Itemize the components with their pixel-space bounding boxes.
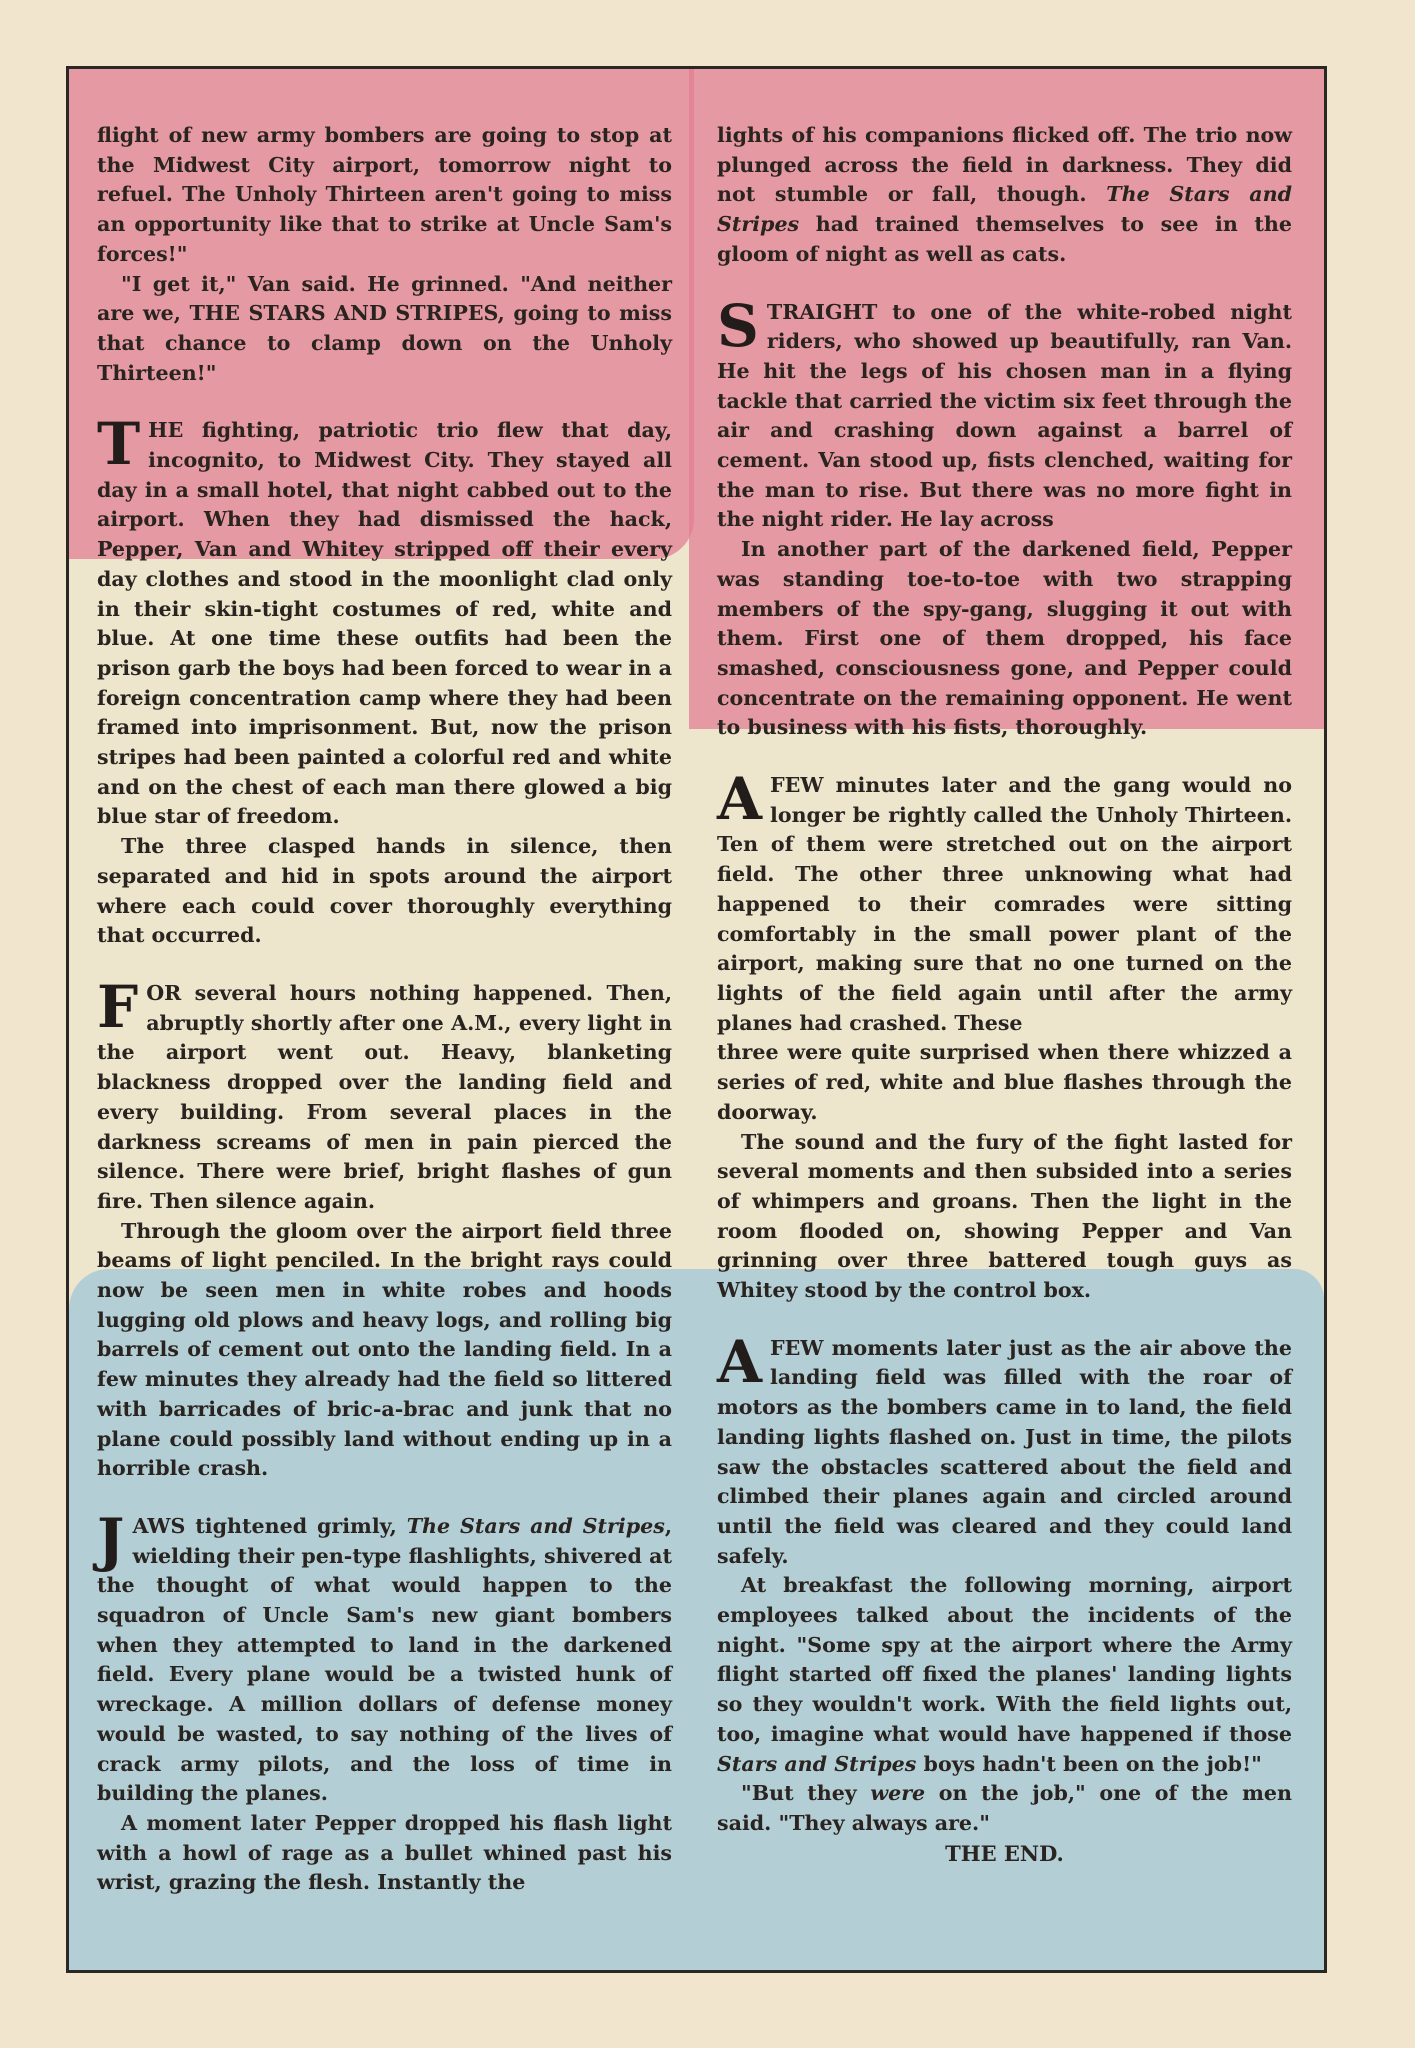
paragraph: The three clasped hands in silence, then separated and hid in spots around the airport where each could cover thoroughly everything that occurred. [97, 834, 672, 948]
paragraph-dropcap: FOR several hours nothing happened. Then, abruptly shortly after one A.M., every light in the airport went out. Heavy, blanketing blackness dropped over the landing field and every building. From several places in the darkness screams of men in pain pierced the silence. There were brief, bright flashes of gun fire. Then silence again. [97, 972, 672, 1213]
drop-cap: F [97, 972, 139, 1041]
drop-cap: A [717, 765, 763, 834]
paragraph-dropcap: THE fighting, patriotic trio flew that day, incognito, to Midwest City. They stayed all day in a small hotel, that night cabbed out to the airport. When they had dismissed the hack, Pepper, Van and Whitey stripped off their every day clothes and stood in the moonlight clad only in their skin-tight costumes of red, white and blue. At one time these outfits had been the prison garb the boys had been forced to wear in a foreign concentration camp where they had been framed into imprisonment. But, now the prison stripes had been painted a colorful red and white and on the chest of each man there glowed a big blue star of freedom. [97, 410, 672, 829]
paragraph: At breakfast the following morning, airport employees talked about the incidents of the night. "Some spy at the airport where the Army flight started off fixed the planes' landing lights so they wouldn't work. With the field lights out, too, imagine what would have happened if those Stars and Stripes boys hadn't been on the job!" [717, 1573, 1292, 1776]
paragraph: lights of his companions flicked off. The trio now plunged across the field in darkness. They did not stumble or fall, though. The Stars and Stripes had trained themselves to see in the gloom of night as well as cats. [717, 123, 1292, 266]
paragraph-dropcap: STRAIGHT to one of the white-robed night riders, who showed up beautifully, ran Van. He hit the legs of his chosen man in a flying tackle that carried the victim six feet through the air and crashing down against a barrel of cement. Van stood up, fists clenched, waiting for the man to rise. But there was no more fight in the night rider. He lay across [717, 291, 1292, 532]
drop-cap: S [717, 291, 759, 360]
paragraph: The sound and the fury of the fight lasted for several moments and then subsided into a series of whimpers and groans. Then the light in the room flooded on, showing Pepper and Van grinning over three battered tough guys as Whitey stood by the control box. [717, 1129, 1292, 1303]
drop-cap: T [97, 410, 141, 479]
drop-cap: J [97, 1505, 125, 1574]
paragraph: "But they were on the job," one of the men said. "They always are." [717, 1781, 1293, 1835]
paragraph: "I get it," Van said. He grinned. "And neither are we, THE STARS AND STRIPES, going to miss that chance to clamp down on the Unholy Thirteen!" [97, 271, 672, 385]
story-page-frame [66, 66, 1327, 1973]
paragraph: Through the gloom over the airport field three beams of light penciled. In the bright rays could now be seen men in white robes and hoods lugging old plows and heavy logs, and rolling big barrels of cement out onto the landing field. In a few minutes they already had the field so littered with barricades of bric-a-brac and junk that no plane could possibly land without ending up in a horrible crash. [97, 1218, 672, 1481]
paragraph: flight of new army bombers are going to stop at the Midwest City airport, tomorrow night to refuel. The Unholy Thirteen aren't going to miss an opportunity like that to strike at Uncle Sam's forces!" [97, 123, 672, 266]
drop-cap: A [717, 1327, 763, 1396]
paragraph-dropcap: A FEW moments later just as the air above the landing field was filled with the roar of motors as the bombers came in to land, the field landing lights flashed on. Just in time, the pilots saw the obstacles scattered about the field and climbed their planes again and circled around until the field was cleared and they could land safely. [717, 1327, 1292, 1568]
paragraph-dropcap: A FEW minutes later and the gang would no longer be rightly called the Unholy Thirteen. Ten of them were stretched out on the airport field. The other three unknowing what had happened to their comrades were sitting comfortably in the small power plant of the airport, making sure that no one turned on the lights of the field again until after the army planes had crashed. These [717, 765, 1292, 1035]
right-column [717, 121, 1292, 1868]
paragraph: In another part of the darkened field, Pepper was standing toe-to-toe with two strapping members of the spy-gang, slugging it out with them. First one of them dropped, his face smashed, consciousness gone, and Pepper could concentrate on the remaining opponent. He went to business with his fists, thoroughly. [717, 537, 1292, 740]
left-column [97, 121, 672, 1898]
the-end-label: THE END. [945, 1840, 1064, 1866]
paragraph: A moment later Pepper dropped his flash light with a howl of rage as a bullet whined past his wrist, grazing the flesh. Instantly the [97, 1810, 672, 1895]
paragraph: three were quite surprised when there whizzed a series of red, white and blue flashes through the doorway. [717, 1040, 1292, 1124]
paragraph-dropcap: JAWS tightened grimly, The Stars and Stripes, wielding their pen-type flashlights, shivered at the thought of what would happen to the squadron of Uncle Sam's new giant bombers when they attempted to land in the darkened field. Every plane would be a twisted hunk of wreckage. A million dollars of defense money would be wasted, to say nothing of the lives of crack army pilots, and the loss of time in building the planes. [97, 1505, 672, 1806]
